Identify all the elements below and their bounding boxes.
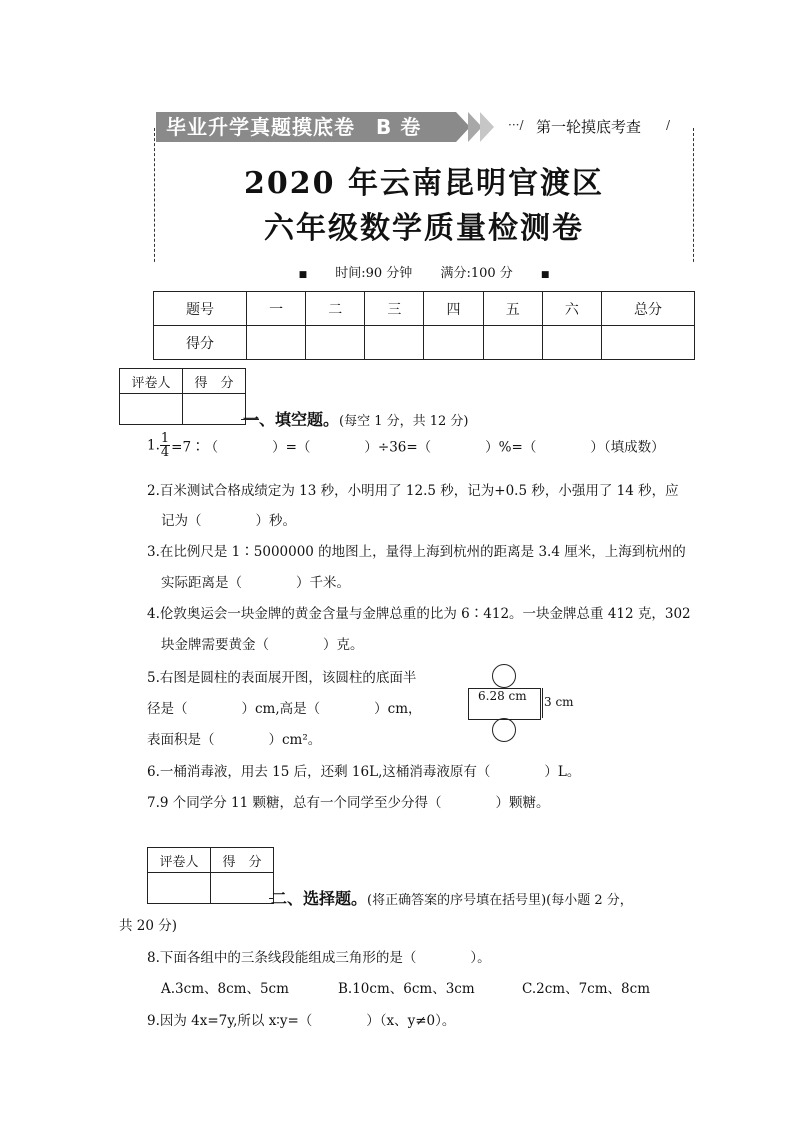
score-cell[interactable] — [424, 326, 483, 360]
header-cell: 五 — [483, 292, 542, 326]
question-2-line2: 记为（ ）秒。 — [161, 513, 296, 529]
score-table-header-row — [154, 292, 695, 326]
question-1: 1. $\frac{1}{4}$ =7∶（ ）=（ ）÷36=（ ）%=（ ）（填成数） — [147, 431, 665, 460]
section2-note: (将正确答案的序号填在括号里)(每小题 2 分， — [367, 893, 633, 908]
question-5-line2: 径是（ ）cm,高是（ ）cm， — [147, 701, 422, 717]
score-cell[interactable] — [542, 326, 601, 360]
fraction: $\frac{1}{4}$ — [160, 431, 170, 460]
header-cell: 六 — [542, 292, 601, 326]
time-limit: 时间:90 分钟 — [335, 266, 413, 281]
header-cell: 总分 — [602, 292, 695, 326]
round-tag: 第一轮摸底考查 — [536, 118, 642, 136]
section2-title: 二、选择题。 — [271, 889, 368, 908]
height-bracket — [539, 688, 543, 718]
tag-decoration: / — [666, 118, 671, 132]
grader-box — [119, 368, 246, 425]
exam-meta: ■ 时间:90 分钟 满分:100 分 ■ — [154, 262, 694, 281]
section2-note-cont: 共 20 分) — [119, 918, 178, 934]
header-cell: 题号 — [154, 292, 247, 326]
score-cell[interactable] — [365, 326, 424, 360]
score-label: 得 分 — [211, 848, 274, 873]
full-score: 满分:100 分 — [440, 266, 513, 281]
exam-title-line1: 2020 年云南昆明官渡区 — [244, 166, 604, 201]
section2-heading — [271, 886, 633, 909]
question-5-line3: 表面积是（ ）cm²。 — [147, 732, 322, 748]
height-label: 3 cm — [544, 695, 574, 709]
score-cell[interactable] — [183, 394, 246, 425]
cylinder-top-circle — [492, 664, 516, 688]
score-label: 得 分 — [183, 369, 246, 394]
grader-box — [147, 847, 274, 904]
question-3-line1: 3.在比例尺是 1∶5000000 的地图上，量得上海到杭州的距离是 3.4 厘米，上海到杭州的 — [147, 544, 686, 560]
question-9: 9.因为 4x=7y,所以 x∶y=（ ）（x、y≠0）。 — [147, 1013, 456, 1029]
question-4-line2: 块金牌需要黄金（ ）克。 — [161, 637, 364, 653]
reviewer-label: 评卷人 — [148, 848, 211, 873]
reviewer-label: 评卷人 — [120, 369, 183, 394]
score-cell[interactable] — [211, 873, 274, 904]
score-label: 得分 — [154, 326, 247, 360]
header-cell: 一 — [247, 292, 306, 326]
section1-heading — [243, 407, 469, 430]
score-cell[interactable] — [306, 326, 365, 360]
width-label: 6.28 cm — [478, 689, 527, 703]
question-8-option-a[interactable]: A.3cm、8cm、5cm — [161, 981, 289, 997]
banner: 毕业升学真题摸底卷 B 卷 — [156, 112, 456, 142]
question-8-option-b[interactable]: B.10cm、6cm、3cm — [338, 981, 475, 997]
question-6: 6.一桶消毒液，用去 15 后，还剩 16L,这桶消毒液原有（ ）L。 — [147, 764, 581, 780]
question-4-line1: 4.伦敦奥运会一块金牌的黄金含量与金牌总重的比为 6∶412。一块金牌总重 412 克，302 — [147, 606, 691, 622]
header-cell: 二 — [306, 292, 365, 326]
reviewer-cell[interactable] — [120, 394, 183, 425]
score-cell[interactable] — [247, 326, 306, 360]
question-8-option-c[interactable]: C.2cm、7cm、8cm — [522, 981, 650, 997]
question-5-line1: 5.右图是圆柱的表面展开图，该圆柱的底面半 — [147, 670, 417, 686]
header-cell: 三 — [365, 292, 424, 326]
score-cell[interactable] — [483, 326, 542, 360]
score-cell[interactable] — [602, 326, 695, 360]
score-table-score-row — [154, 326, 695, 360]
score-table — [153, 291, 695, 360]
question-2-line1: 2.百米测试合格成绩定为 13 秒，小明用了 12.5 秒，记为+0.5 秒，小强用了 14 秒，应 — [147, 483, 679, 499]
header-cell: 四 — [424, 292, 483, 326]
cylinder-bottom-circle — [492, 718, 516, 742]
tag-decoration: ···/ — [508, 118, 524, 132]
question-8: 8.下面各组中的三条线段能组成三角形的是（ ）。 — [147, 950, 491, 966]
reviewer-cell[interactable] — [148, 873, 211, 904]
question-7: 7.9 个同学分 11 颗糖，总有一个同学至少分得（ ）颗糖。 — [147, 795, 550, 811]
section1-note: (每空 1 分，共 12 分) — [339, 414, 469, 429]
exam-title-line2: 六年级数学质量检测卷 — [264, 211, 584, 246]
section1-title: 一、填空题。 — [243, 410, 340, 429]
question-3-line2: 实际距离是（ ）千米。 — [161, 575, 350, 591]
